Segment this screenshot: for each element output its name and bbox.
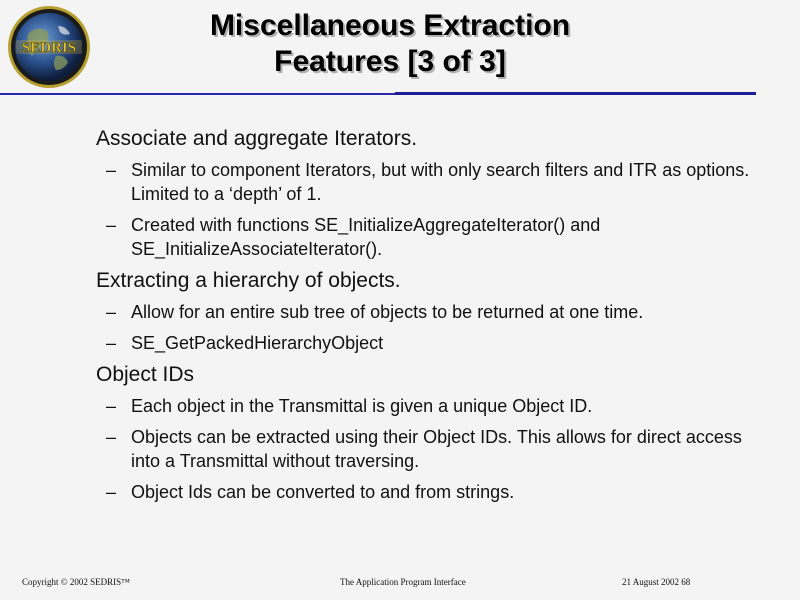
bullet-item: – Each object in the Transmittal is given a unique Object ID. [106,396,593,416]
bullet-item: – Objects can be extracted using their Object IDs. This allows for direct access into a Transmittal without traversing. [106,427,742,471]
title-line-2: Features [3 of 3] [274,45,506,78]
section-heading: Object IDs [96,363,195,386]
footer-date-page: 21 August 2002 68 [622,577,691,587]
title-divider-accent [395,92,756,95]
sedris-logo [6,4,92,90]
bullet-item: – Object Ids can be converted to and from strings. [106,482,515,502]
bullet-item: – Similar to component Iterators, but with only search filters and ITR as options. Limited to a ‘depth’ of 1. [106,160,750,204]
footer-copyright: Copyright © 2002 SEDRIS™ [22,577,130,587]
slide-title [100,8,680,80]
bullet-item: – Allow for an entire sub tree of objects to be returned at one time. [106,302,644,322]
globe-icon [6,4,92,90]
svg-text:SEDRIS: SEDRIS [21,40,77,56]
section-heading: Associate and aggregate Iterators. [96,127,418,150]
section-heading: Extracting a hierarchy of objects. [96,269,401,292]
bullet-item: – Created with functions SE_InitializeAggregateIterator() and SE_InitializeAssociateIterator(). [106,215,601,259]
bullet-content [96,126,756,511]
footer-title: The Application Program Interface [340,577,466,587]
title-line-1: Miscellaneous Extraction [209,9,571,42]
bullet-item: – SE_GetPackedHierarchyObject [106,333,384,353]
